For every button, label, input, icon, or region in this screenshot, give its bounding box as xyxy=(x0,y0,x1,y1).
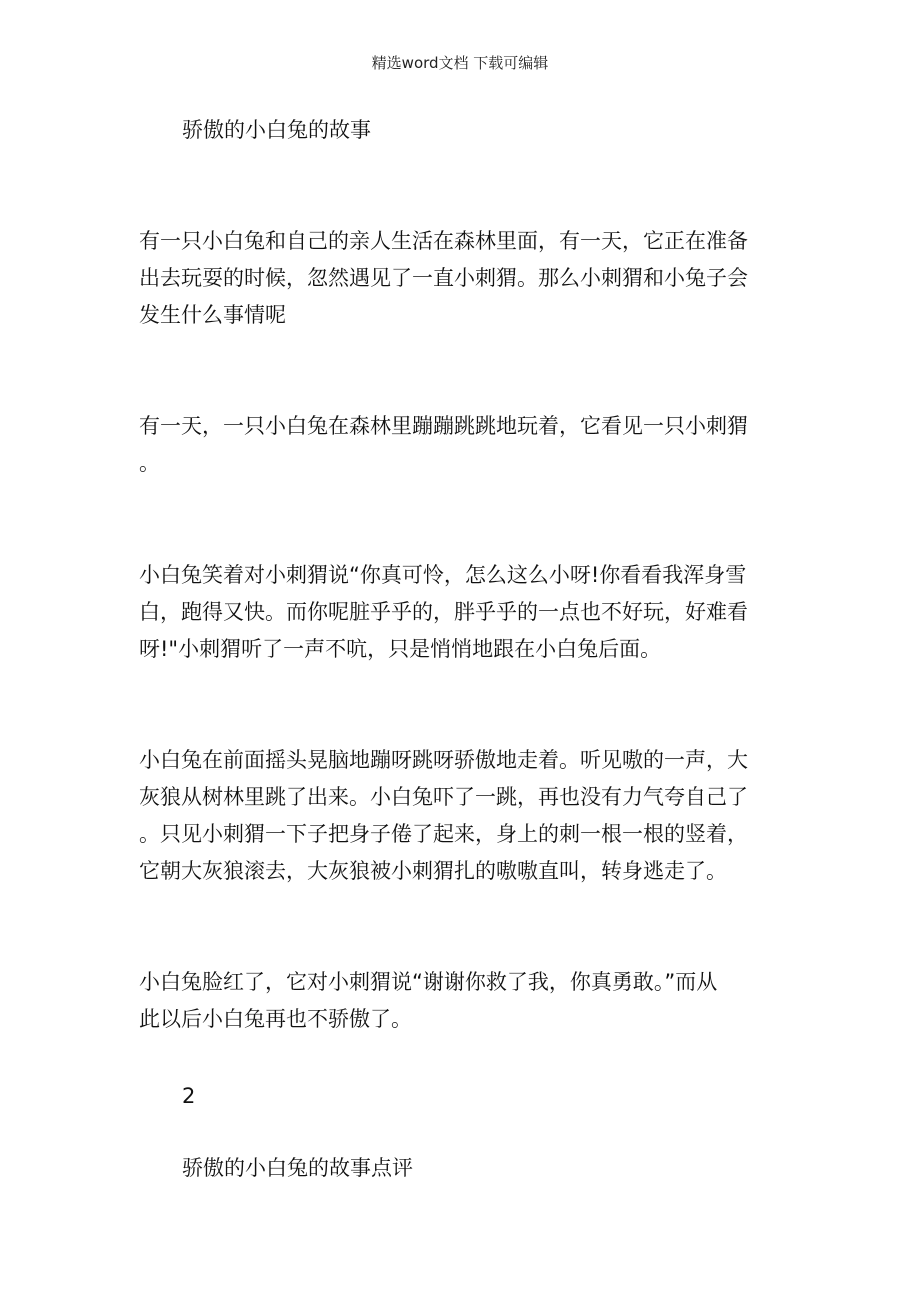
paragraph-line: 白，跑得又快。而你呢脏乎乎的，胖乎乎的一点也不好玩，好难看 xyxy=(139,600,748,624)
paragraph-line: 发生什么事情呢 xyxy=(139,303,286,327)
paragraph-line: 。只见小刺猬一下子把身子倦了起来，身上的刺一根一根的竖着， xyxy=(139,822,748,846)
paragraph-intro xyxy=(139,223,784,334)
paragraph-mocking xyxy=(139,557,784,668)
paragraph-line: 此以后小白兔再也不骄傲了。 xyxy=(139,1007,412,1031)
paragraph-meeting xyxy=(139,408,784,482)
paragraph-line: 出去玩耍的时候，忽然遇见了一直小刺猬。那么小刺猬和小兔子会 xyxy=(139,266,748,290)
paragraph-wolf xyxy=(139,742,784,890)
paragraph-line: 灰狼从树林里跳了出来。小白兔吓了一跳，再也没有力气夸自己了 xyxy=(139,785,748,809)
paragraph-line: 它朝大灰狼滚去，大灰狼被小刺猬扎的嗷嗷直叫，转身逃走了。 xyxy=(139,859,727,883)
section-number: 2 xyxy=(182,1084,196,1108)
paragraph-line: 小白兔脸红了，它对小刺猬说“谢谢你救了我，你真勇敢。”而从 xyxy=(139,970,718,994)
paragraph-line: 呀!"小刺猬听了一声不吭，只是悄悄地跟在小白兔后面。 xyxy=(139,637,662,661)
story-title: 骄傲的小白兔的故事 xyxy=(182,118,371,142)
paragraph-line: 有一只小白兔和自己的亲人生活在森林里面，有一天，它正在准备 xyxy=(139,229,748,253)
paragraph-line: 小白兔在前面摇头晃脑地蹦呀跳呀骄傲地走着。听见嗷的一声，大 xyxy=(139,748,748,772)
page-header: 精选word文档 下载可编辑 xyxy=(371,54,549,72)
paragraph-line: 有一天，一只小白兔在森林里蹦蹦跳跳地玩着，它看见一只小刺猬 xyxy=(139,414,748,438)
paragraph-line: 。 xyxy=(139,451,160,475)
paragraph-line: 小白兔笑着对小刺猬说“你真可怜，怎么这么小呀!你看看我浑身雪 xyxy=(139,563,747,587)
section-title: 骄傲的小白兔的故事点评 xyxy=(182,1156,413,1180)
paragraph-ending xyxy=(139,964,784,1038)
